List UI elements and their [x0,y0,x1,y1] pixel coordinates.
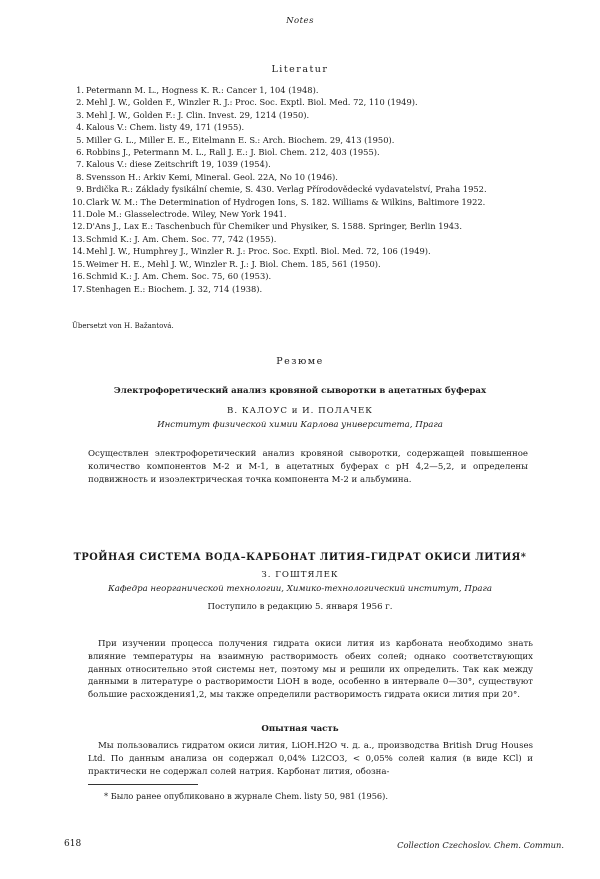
reference-item [72,121,572,133]
page-number: 618 [64,839,82,849]
reference-number: 5. [76,134,84,145]
article-institute: Кафедра неорганической технологии, Химико-технологический институт, Прага [108,584,492,594]
article-intro-paragraph: При изучении процесса получения гидрата окиси лития из карбоната необходимо знать влияние температуры на взаимную растворимость обеих солей; однако соответствующих данных относительно этой системы нет, поэтому мы и решили их определить. Так как между данными в литературе о растворимости LiOH в воде, особенно в интервале 0—30°, существуют большие расхождения1,2, мы также определили растворимость гидрата окиси лития при 20°. [88,639,533,701]
reference-item [72,158,572,170]
reference-text: Weimer H. E., Mehl J. W., Winzler R. J.: J. Biol. Chem. 185, 561 (1950). [86,258,381,269]
reference-number: 14. [72,246,86,257]
reference-text: Kalous V.: diese Zeitschrift 19, 1039 (1954). [86,159,271,170]
reference-number: 9. [76,184,84,195]
reference-item [72,84,572,96]
reference-number: 15. [72,258,86,269]
reference-item [72,270,572,282]
footnote: * Было ранее опубликовано в журнале Chem. listy 50, 981 (1956). [104,791,388,801]
resume-authors: В. КАЛОУС и И. ПОЛАЧЕК [227,406,373,416]
running-header: Notes [286,16,314,26]
reference-text: Dole M.: Glasselectrode. Wiley, New York 1941. [86,209,287,220]
reference-text: Kalous V.: Chem. listy 49, 171 (1955). [86,122,245,133]
reference-number: 11. [72,209,86,220]
reference-list [72,84,572,295]
reference-number: 17. [72,283,86,294]
reference-text: Clark W. M.: The Determination of Hydrogen Ions, S. 182. Williams & Wilkins, Baltimore 1922. [86,196,486,207]
reference-item [72,146,572,158]
resume-institute: Институт физической химии Карлова университета, Прага [157,420,443,430]
reference-number: 2. [76,97,84,108]
reference-text: Svensson H.: Arkiv Kemi, Mineral. Geol. 22A, No 10 (1946). [86,171,338,182]
article-body-paragraph: Мы пользовались гидратом окиси лития, LiOH.H2O ч. д. а., производства British Drug Houses Ltd. По данным анализа он содержал 0,04% Li2CO3, < 0,05% солей калия (в виде KCl) и практически не содержал солей натрия. Карбонат лития, обозна- [88,741,533,777]
reference-item [72,283,572,295]
reference-item [72,245,572,257]
article-title: ТРОЙНАЯ СИСТЕМА ВОДА–КАРБОНАТ ЛИТИЯ–ГИДРАТ ОКИСИ ЛИТИЯ* [73,552,527,563]
reference-number: 4. [76,122,84,133]
reference-number: 16. [72,271,86,282]
reference-number: 7. [76,159,84,170]
reference-number: 6. [76,147,84,158]
reference-text: D'Ans J., Lax E.: Taschenbuch für Chemiker und Physiker, S. 1588. Springer, Berlin 1943. [86,221,462,232]
reference-item [72,183,572,195]
reference-text: Robbins J., Petermann M. L., Rall J. E.: J. Biol. Chem. 212, 403 (1955). [86,147,380,158]
reference-text: Schmid K.: J. Am. Chem. Soc. 77, 742 (1955). [86,233,277,244]
reference-number: 12. [72,221,86,232]
reference-number: 3. [76,109,84,120]
reference-text: Miller G. L., Miller E. E., Eitelmann E. S.: Arch. Biochem. 29, 413 (1950). [86,134,395,145]
journal-name: Collection Czechoslov. Chem. Commun. [397,840,564,850]
article-received-date: Поступило в редакцию 5. января 1956 г. [207,602,393,612]
resume-body: Осуществлен электрофоретический анализ кровяной сыворотки, содержащей повышенное количество компонентов М-2 и М-1, в ацетатных буферах с pH 4,2—5,2, и определены подвижность и изоэлектрическая точка компонента М-2 и альбумина. [88,449,528,486]
reference-text: Schmid K.: J. Am. Chem. Soc. 75, 60 (1953). [86,271,272,282]
reference-number: 1. [76,85,84,95]
translator-credit: Übersetzt von H. Bažantová. [72,322,174,330]
reference-item [72,171,572,183]
reference-number: 13. [72,233,86,244]
reference-text: Brdička R.: Základy fysikální chemie, S. 430. Verlag Přírodovědecké vydavatelství, Praha 1952. [86,184,487,195]
section-heading: Опытная часть [261,724,339,734]
reference-text: Mehl J. W., Golden F.: J. Clin. Invest. 29, 1214 (1950). [86,109,310,120]
reference-item [72,233,572,245]
literature-title: Literatur [271,64,329,75]
reference-item [72,258,572,270]
reference-item [72,109,572,121]
resume-title: Резюме [276,356,324,367]
reference-item [72,134,572,146]
reference-number: 8. [76,171,84,182]
reference-item [72,96,572,108]
reference-text: Petermann M. L., Hogness K. R.: Cancer 1, 104 (1948). [86,85,319,95]
reference-number: 10. [72,196,86,207]
reference-text: Mehl J. W., Golden F., Winzler R. J.: Proc. Soc. Exptl. Biol. Med. 72, 110 (1949). [86,97,418,108]
reference-text: Mehl J. W., Humphrey J., Winzler R. J.: Proc. Soc. Exptl. Biol. Med. 72, 106 (1949). [86,246,431,257]
reference-item [72,196,572,208]
resume-heading: Электрофоретический анализ кровяной сыворотки в ацетатных буферах [113,386,487,396]
reference-text: Stenhagen E.: Biochem. J. 32, 714 (1938). [86,283,263,294]
footnote-divider [88,784,198,785]
reference-item [72,220,572,232]
reference-item [72,208,572,220]
article-author: З. ГОШТЯЛЕК [261,570,339,580]
